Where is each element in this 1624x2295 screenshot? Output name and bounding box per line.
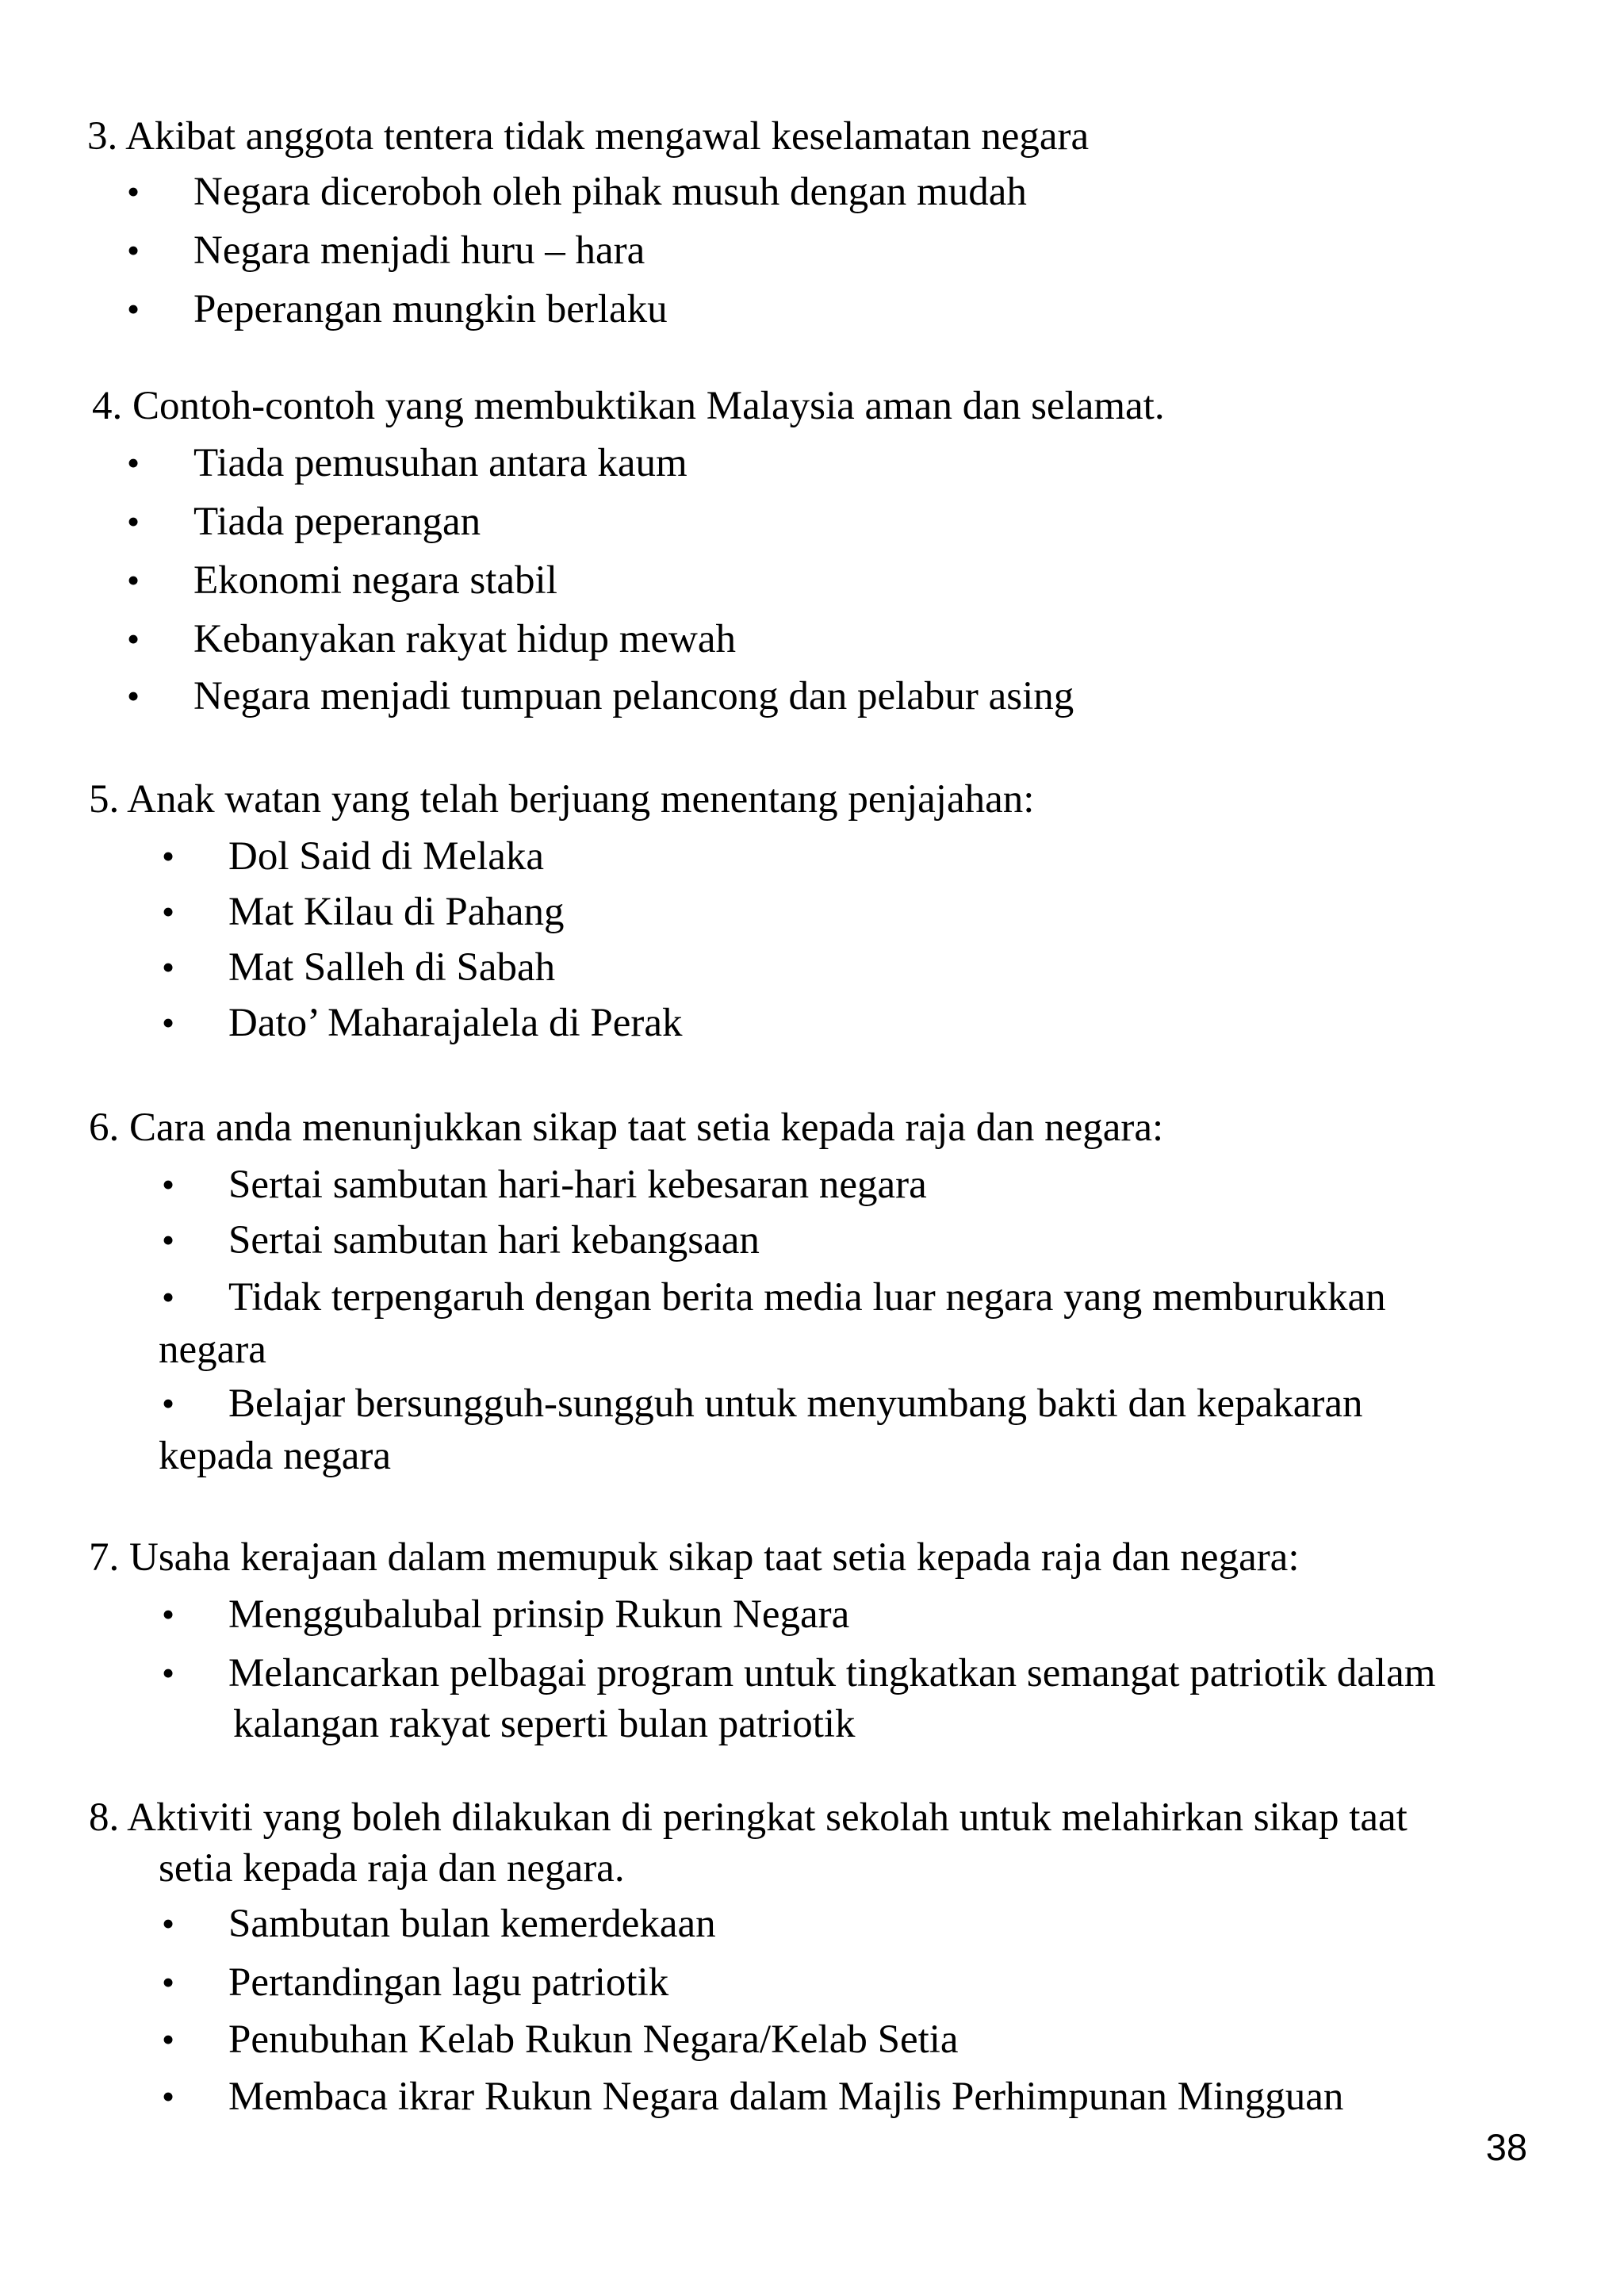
bullet-icon: • [162,2019,175,2059]
bullet-text: Mat Salleh di Sabah [228,945,556,990]
bullet-icon: • [127,289,140,329]
bullet-text: Menggubalubal prinsip Rukun Negara [228,1592,850,1637]
section-heading: 5. Anak watan yang telah berjuang menentang penjajahan: [89,777,1035,822]
bullet-text: Tiada peperangan [193,500,481,544]
bullet-text: Kebanyakan rakyat hidup mewah [193,617,736,661]
bullet-icon: • [162,1653,175,1693]
bullet-icon: • [127,676,140,716]
section-heading: 7. Usaha kerajaan dalam memupuk sikap taat setia kepada raja dan negara: [89,1535,1300,1580]
bullet-text-continuation: kepada negara [159,1434,392,1478]
bullet-text: Belajar bersungguh-sungguh untuk menyumbang bakti dan kepakaran [228,1381,1363,1426]
bullet-icon: • [127,230,140,270]
section-heading-continuation: setia kepada raja dan negara. [159,1846,625,1891]
bullet-text: Sertai sambutan hari-hari kebesaran negara [228,1163,927,1207]
bullet-text: Negara menjadi huru – hara [193,228,645,273]
bullet-text: Sertai sambutan hari kebangsaan [228,1218,760,1262]
bullet-icon: • [162,1383,175,1423]
bullet-text: Penubuhan Kelab Rukun Negara/Kelab Setia [228,2017,959,2062]
bullet-text-continuation: negara [159,1328,266,1372]
bullet-icon: • [162,2076,175,2117]
section-heading: 3. Akibat anggota tentera tidak mengawal keselamatan negara [87,114,1090,159]
bullet-icon: • [127,443,140,483]
bullet-text: Peperangan mungkin berlaku [193,287,668,331]
bullet-icon: • [127,619,140,659]
bullet-text: Negara diceroboh oleh pihak musuh dengan mudah [193,170,1027,214]
bullet-text: Sambutan bulan kemerdekaan [228,1902,716,1946]
bullet-text: Negara menjadi tumpuan pelancong dan pelabur asing [193,674,1074,718]
bullet-text: Dol Said di Melaka [228,834,545,879]
bullet-icon: • [162,1962,175,2002]
bullet-text: Tiada pemusuhan antara kaum [193,441,688,485]
bullet-text: Mat Kilau di Pahang [228,890,565,934]
bullet-icon: • [162,1220,175,1260]
bullet-text: Pertandingan lagu patriotik [228,1960,669,2005]
bullet-icon: • [162,836,175,876]
section-heading: 6. Cara anda menunjukkan sikap taat setia kepada raja dan negara: [89,1105,1164,1150]
bullet-icon: • [162,1594,175,1634]
bullet-icon: • [162,947,175,987]
bullet-text: Ekonomi negara stabil [193,558,557,603]
bullet-text: Dato’ Maharajalela di Perak [228,1001,683,1045]
bullet-text-continuation: kalangan rakyat seperti bulan patriotik [233,1702,856,1746]
bullet-icon: • [162,891,175,932]
bullet-icon: • [162,1002,175,1043]
section-heading: 4. Contoh-contoh yang membuktikan Malaysia aman dan selamat. [92,384,1165,428]
bullet-icon: • [162,1277,175,1317]
bullet-icon: • [162,1164,175,1205]
bullet-icon: • [127,560,140,600]
bullet-icon: • [162,1903,175,1944]
page-number: 38 [1485,2126,1527,2168]
bullet-icon: • [127,171,140,212]
bullet-text: Melancarkan pelbagai program untuk tingkatkan semangat patriotik dalam [228,1651,1436,1695]
bullet-text: Membaca ikrar Rukun Negara dalam Majlis Perhimpunan Mingguan [228,2075,1344,2119]
section-heading: 8. Aktiviti yang boleh dilakukan di peringkat sekolah untuk melahirkan sikap taat [89,1795,1408,1840]
bullet-text: Tidak terpengaruh dengan berita media luar negara yang memburukkan [228,1275,1386,1320]
bullet-icon: • [127,501,140,542]
